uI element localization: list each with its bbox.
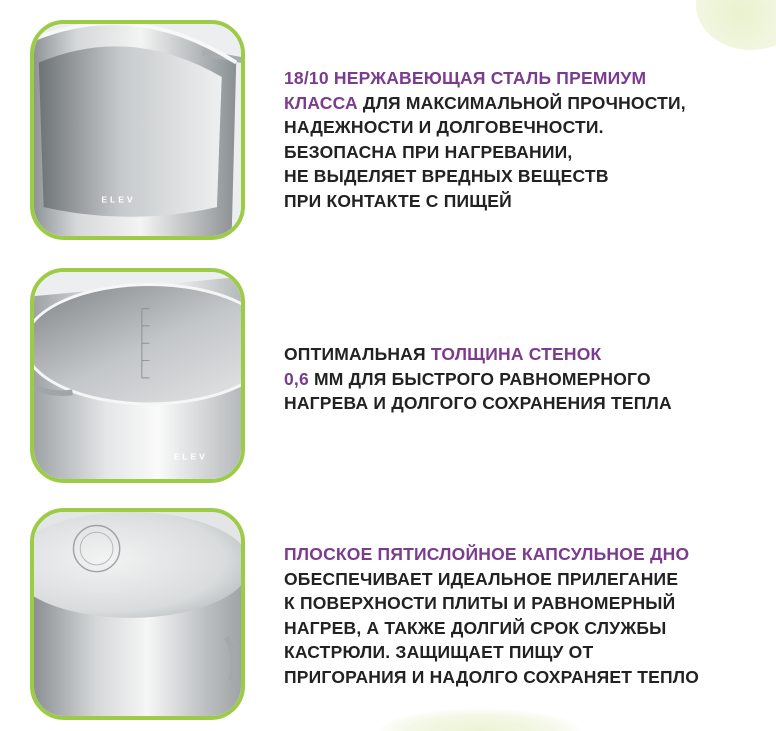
text-line: НАДЕЖНОСТИ И ДОЛГОВЕЧНОСТИ. (284, 117, 604, 137)
text-line: ПЛОСКОЕ ПЯТИСЛОЙНОЕ КАПСУЛЬНОЕ ДНО (284, 544, 690, 564)
pot-interior-illustration (34, 24, 241, 236)
pot-interior-photo (30, 20, 245, 240)
text-line: ОБЕСПЕЧИВАЕТ ИДЕАЛЬНОЕ ПРИЛЕГАНИЕ (284, 568, 679, 589)
text-line: НАГРЕВА И ДОЛГОГО СОХРАНЕНИЯ ТЕПЛА (284, 393, 672, 413)
feature-text-steel (284, 66, 686, 213)
text-line: БЕЗОПАСНА ПРИ НАГРЕВАНИИ, (284, 141, 573, 162)
text-line: НЕ ВЫДЕЛЯЕТ ВРЕДНЫХ ВЕЩЕСТВ (284, 166, 609, 186)
text-line: ОПТИМАЛЬНАЯ ТОЛЩИНА СТЕНОК (284, 344, 602, 364)
pot-bottom-photo (30, 508, 245, 720)
pot-bottom-illustration (34, 512, 241, 716)
text-line: НАГРЕВ, А ТАКЖЕ ДОЛГИЙ СРОК СЛУЖБЫ (284, 617, 667, 638)
svg-text:ELEV: ELEV (173, 451, 208, 462)
pot-measuring-scale-photo (30, 268, 245, 483)
text-line: 18/10 НЕРЖАВЕЮЩАЯ СТАЛЬ ПРЕМИУМ (284, 68, 647, 88)
pot-scale-illustration (34, 272, 241, 479)
decorative-leaf-bottom (380, 709, 580, 731)
feature-text-wall-thickness (284, 342, 672, 416)
text-line: 0,6 ММ ДЛЯ БЫСТРОГО РАВНОМЕРНОГО (284, 368, 651, 389)
text-line: ПРИГОРАНИЯ И НАДОЛГО СОХРАНЯЕТ ТЕПЛО (284, 666, 700, 687)
svg-text:ELEV: ELEV (101, 194, 136, 205)
text-line: ПРИ КОНТАКТЕ С ПИЩЕЙ (284, 190, 512, 211)
feature-text-capsule-bottom (284, 542, 699, 689)
text-line: КАСТРЮЛИ. ЗАЩИЩАЕТ ПИЩУ ОТ (284, 642, 594, 662)
text-line: К ПОВЕРХНОСТИ ПЛИТЫ И РАВНОМЕРНЫЙ (284, 593, 676, 613)
text-line: КЛАССА ДЛЯ МАКСИМАЛЬНОЙ ПРОЧНОСТИ, (284, 92, 686, 113)
decorative-leaf-top-right (696, 0, 776, 50)
